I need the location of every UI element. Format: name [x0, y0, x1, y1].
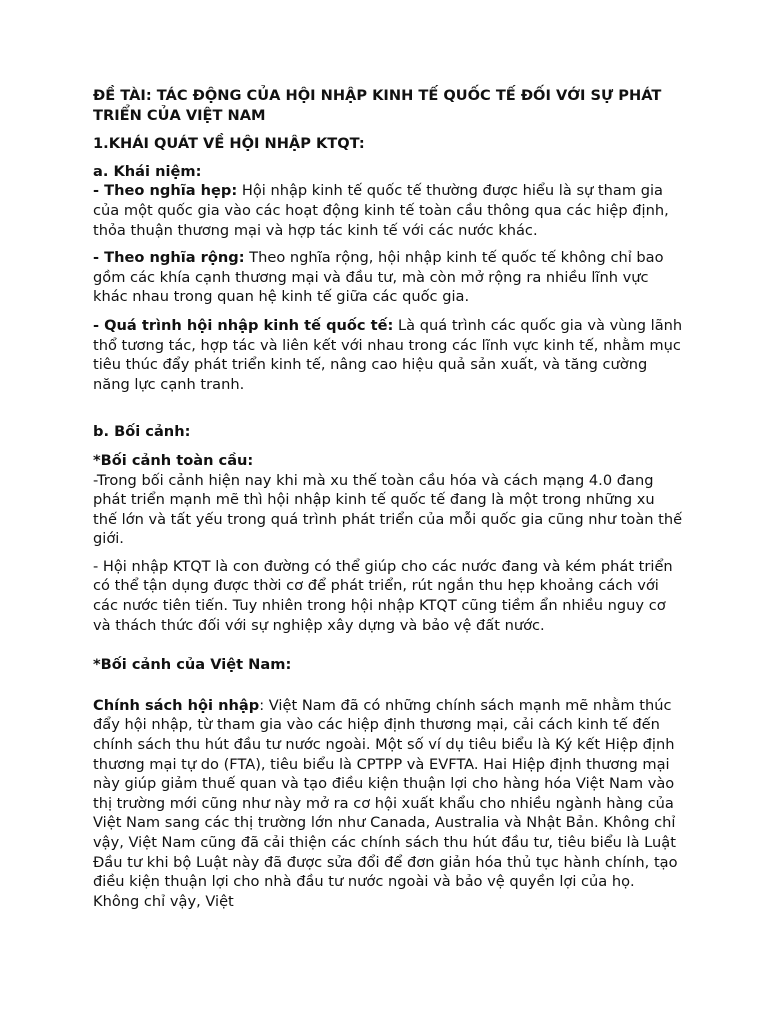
global-context-paragraph: - Hội nhập KTQT là con đường có thể giúp cho các nước đang và kém phát triển có thể tận dụng được thời cơ để phát triển, rút ngắn thu hẹp khoảng cách với các nước tiên tiến. Tuy nhiên trong hội nhập KTQT cũng tiềm ẩn nhiều nguy cơ và thách thức đối với sự nghiệp xây dựng và bảo vệ đất nước. [93, 557, 673, 634]
definition-broad-text: Theo nghĩa rộng, hội nhập kinh tế quốc tế không chỉ bao gồm các khía cạnh thương mại và đầu tư, mà còn mở rộng ra nhiều lĩnh vực khác nhau trong quan hệ kinh tế giữa các quốc gia. [93, 249, 664, 306]
definition-narrow-text: Hội nhập kinh tế quốc tế thường được hiểu là sự tham gia của một quốc gia vào các hoạt động kinh tế toàn cầu thông qua các hiệp định, thỏa thuận thương mại và hợp tác kinh tế với các nước khác. [93, 182, 669, 239]
subsection-heading-concept: a. Khái niệm: [93, 162, 202, 180]
integration-policy-paragraph [93, 696, 683, 912]
definition-narrow [93, 181, 683, 240]
section-heading-overview: 1.KHÁI QUÁT VỀ HỘI NHẬP KTQT: [93, 135, 365, 153]
subsection-heading-context: b. Bối cảnh: [93, 423, 191, 441]
definition-broad [93, 248, 683, 307]
global-context-heading: *Bối cảnh toàn cầu: [93, 451, 254, 469]
definition-broad-label: - Theo nghĩa rộng: [93, 249, 245, 267]
definition-process [93, 316, 683, 394]
document-title: ĐỀ TÀI: TÁC ĐỘNG CỦA HỘI NHẬP KINH TẾ QUỐC TẾ ĐỐI VỚI SỰ PHÁT TRIỂN CỦA VIỆT NAM [93, 87, 662, 124]
definition-process-label: - Quá trình hội nhập kinh tế quốc tế: [93, 316, 394, 334]
global-context-paragraph: -Trong bối cảnh hiện nay khi mà xu thế toàn cầu hóa và cách mạng 4.0 đang phát triển mạnh mẽ thì hội nhập kinh tế quốc tế đang là một trong những xu thế lớn và tất yếu trong quá trình phát triển của mỗi quốc gia cũng như toàn thế giới. [93, 471, 683, 548]
document-page [93, 86, 683, 911]
vietnam-context-heading: *Bối cảnh của Việt Nam: [93, 656, 292, 674]
integration-policy-label: Chính sách hội nhập [93, 696, 260, 714]
definition-narrow-label: - Theo nghĩa hẹp: [93, 182, 238, 200]
integration-policy-text: : Việt Nam đã có những chính sách mạnh mẽ nhằm thúc đẩy hội nhập, từ tham gia vào các hiệp định thương mại, cải cách kinh tế đến chính sách thu hút đầu tư nước ngoài. Một số ví dụ tiêu biểu là Ký kết Hiệp định thương mại tự do (FTA), tiêu biểu là CPTPP và EVFTA. Hai Hiệp định thương mại này giúp giảm thuế quan và tạo điều kiện thuận lợi cho hàng hóa Việt Nam vào thị trường mới cũng như này mở ra cơ hội xuất khẩu cho nhiều ngành hàng của Việt Nam sang các thị trường lớn như Canada, Australia và Nhật Bản. Không chỉ vậy, Việt Nam cũng đã cải thiện các chính sách thu hút đầu tư, tiêu biểu là Luật Đầu tư khi bộ Luật này đã được sửa đổi để đơn giản hóa thủ tục hành chính, tạo điều kiện thuận lợi cho nhà đầu tư nước ngoài và bảo vệ quyền lợi của họ. Không chỉ vậy, Việt [93, 696, 678, 910]
definition-process-text: Là quá trình các quốc gia và vùng lãnh thổ tương tác, hợp tác và liên kết với nhau trong các lĩnh vực kinh tế, nhằm mục tiêu thúc đẩy phát triển kinh tế, nâng cao hiệu quả sản xuất, và tăng cường năng lực cạnh tranh. [93, 316, 683, 393]
